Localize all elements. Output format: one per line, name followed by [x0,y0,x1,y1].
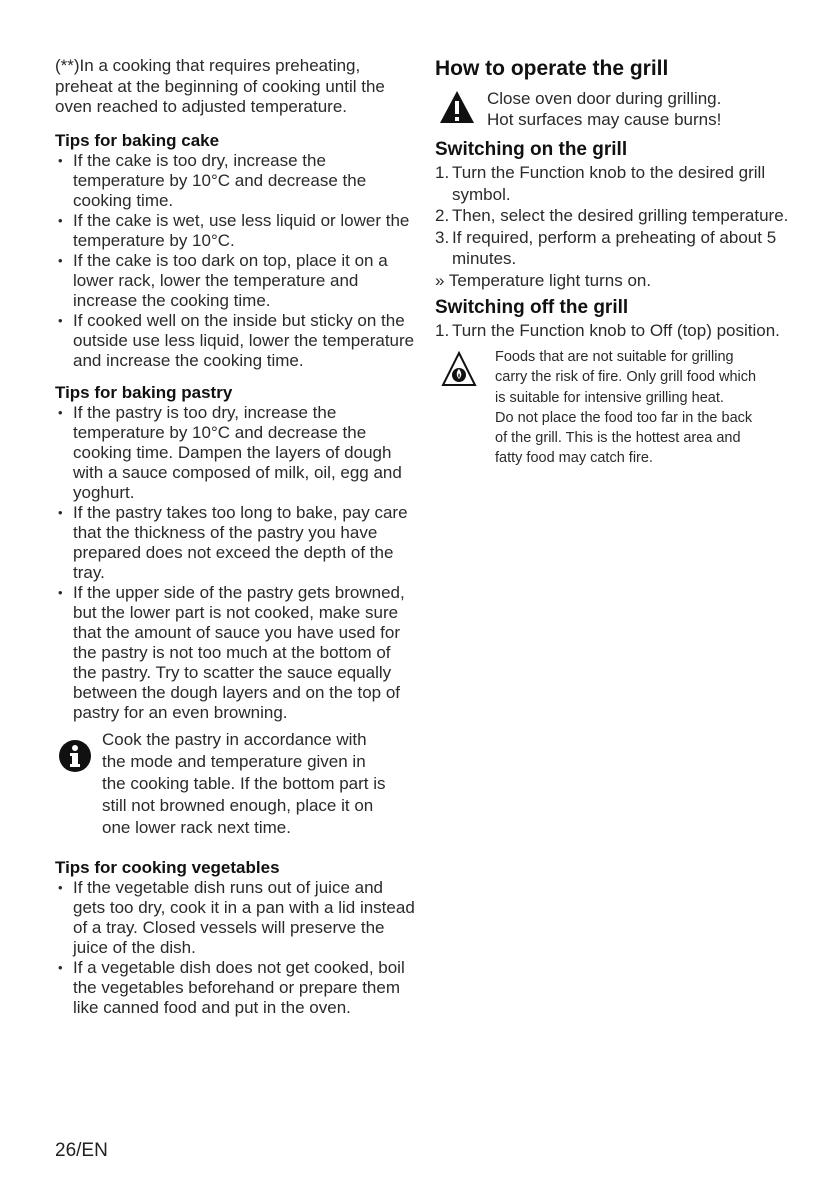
step-text: Turn the Function knob to the desired grill symbol. [452,163,766,204]
pastry-tips-heading: Tips for baking pastry [55,382,233,402]
list-item [435,320,795,342]
step-number: 1. [435,163,450,182]
step-number: 1. [435,320,450,340]
step-number: 2. [435,206,450,225]
right-column [435,56,795,469]
list-item: • If the cake is too dark on top, place it on a lower rack, lower the temperature and increase the cooking time. [55,251,415,311]
list-item: • If the pastry takes too long to bake, pay care that the thickness of the pastry you have prepared does not exceed the depth of the tray. [55,503,415,583]
step-text: Turn the Function knob to Off (top) position. [452,320,780,340]
list-item: • If the vegetable dish runs out of juice and gets too dry, cook it in a pan with a lid instead of a tray. Closed vessels will preserve the juice of the dish. [55,878,415,958]
fire-warning-text: Foods that are not suitable for grilling carry the risk of fire. Only grill food which is suitable for intensive grilling heat. [495,349,757,406]
warning-note [435,88,795,130]
fire-warning-icon [441,351,477,392]
switch-off-heading: Switching off the grill [435,296,629,318]
list-item: • If the cake is too dry, increase the temperature by 10°C and decrease the cooking time. [55,151,415,211]
pastry-tips-list [55,403,415,723]
temperature-light-result: » Temperature light turns on. [435,270,652,290]
step-number: 3. [435,227,450,247]
fire-warning-text: Do not place the food too far in the back of the grill. This is the hottest area and fatty food may catch fire. [495,409,753,467]
list-item: • If the upper side of the pastry gets browned, but the lower part is not cooked, make sure that the amount of sauce you have used for the pastry is not too much at the bottom of the pastry. Try to scatter the sauce equally between the dough layers and on the top of pastry for an even browning. [55,583,415,723]
list-item [435,205,795,227]
list-item: • If the cake is wet, use less liquid or lower the temperature by 10°C. [55,211,415,251]
page-number: 26/EN [55,1140,108,1161]
info-note [55,729,415,839]
left-column [55,56,415,1018]
cake-tips-heading: Tips for baking cake [55,130,220,150]
step-text: If required, perform a preheating of about 5 minutes. [452,227,777,268]
info-note-text: Cook the pastry in accordance with the mode and temperature given in the cooking table. If the bottom part is still not browned enough, place it on one lower rack next time. [102,729,386,837]
list-item: • If the pastry is too dry, increase the temperature by 10°C and decrease the cooking time. Dampen the layers of dough with a sauce composed of milk, oil, egg and yoghurt. [55,403,415,503]
list-item [435,162,795,205]
switch-on-heading: Switching on the grill [435,139,628,160]
list-item [435,227,795,270]
switch-on-steps [435,162,795,270]
switch-off-steps [435,320,795,342]
step-text: Then, select the desired grilling temperature. [452,206,789,225]
list-item: • If cooked well on the inside but sticky on the outside use less liquid, lower the temperature and increase the cooking time. [55,311,415,371]
warning-icon [439,90,475,129]
cake-tips-list [55,151,415,371]
vegetable-tips-list [55,878,415,1018]
warning-line: Hot surfaces may cause burns! [487,110,722,129]
fire-warning-note [435,347,795,469]
list-item: • If a vegetable dish does not get cooked, boil the vegetables beforehand or prepare them like canned food and put in the oven. [55,958,415,1018]
grill-section-title: How to operate the grill [435,57,669,80]
vegetable-tips-heading: Tips for cooking vegetables [55,857,280,877]
warning-line: Close oven door during grilling. [487,89,722,108]
preheat-note: (**)In a cooking that requires preheating, preheat at the beginning of cooking until the oven reached to adjusted temperature. [55,56,385,116]
info-icon [58,739,92,778]
